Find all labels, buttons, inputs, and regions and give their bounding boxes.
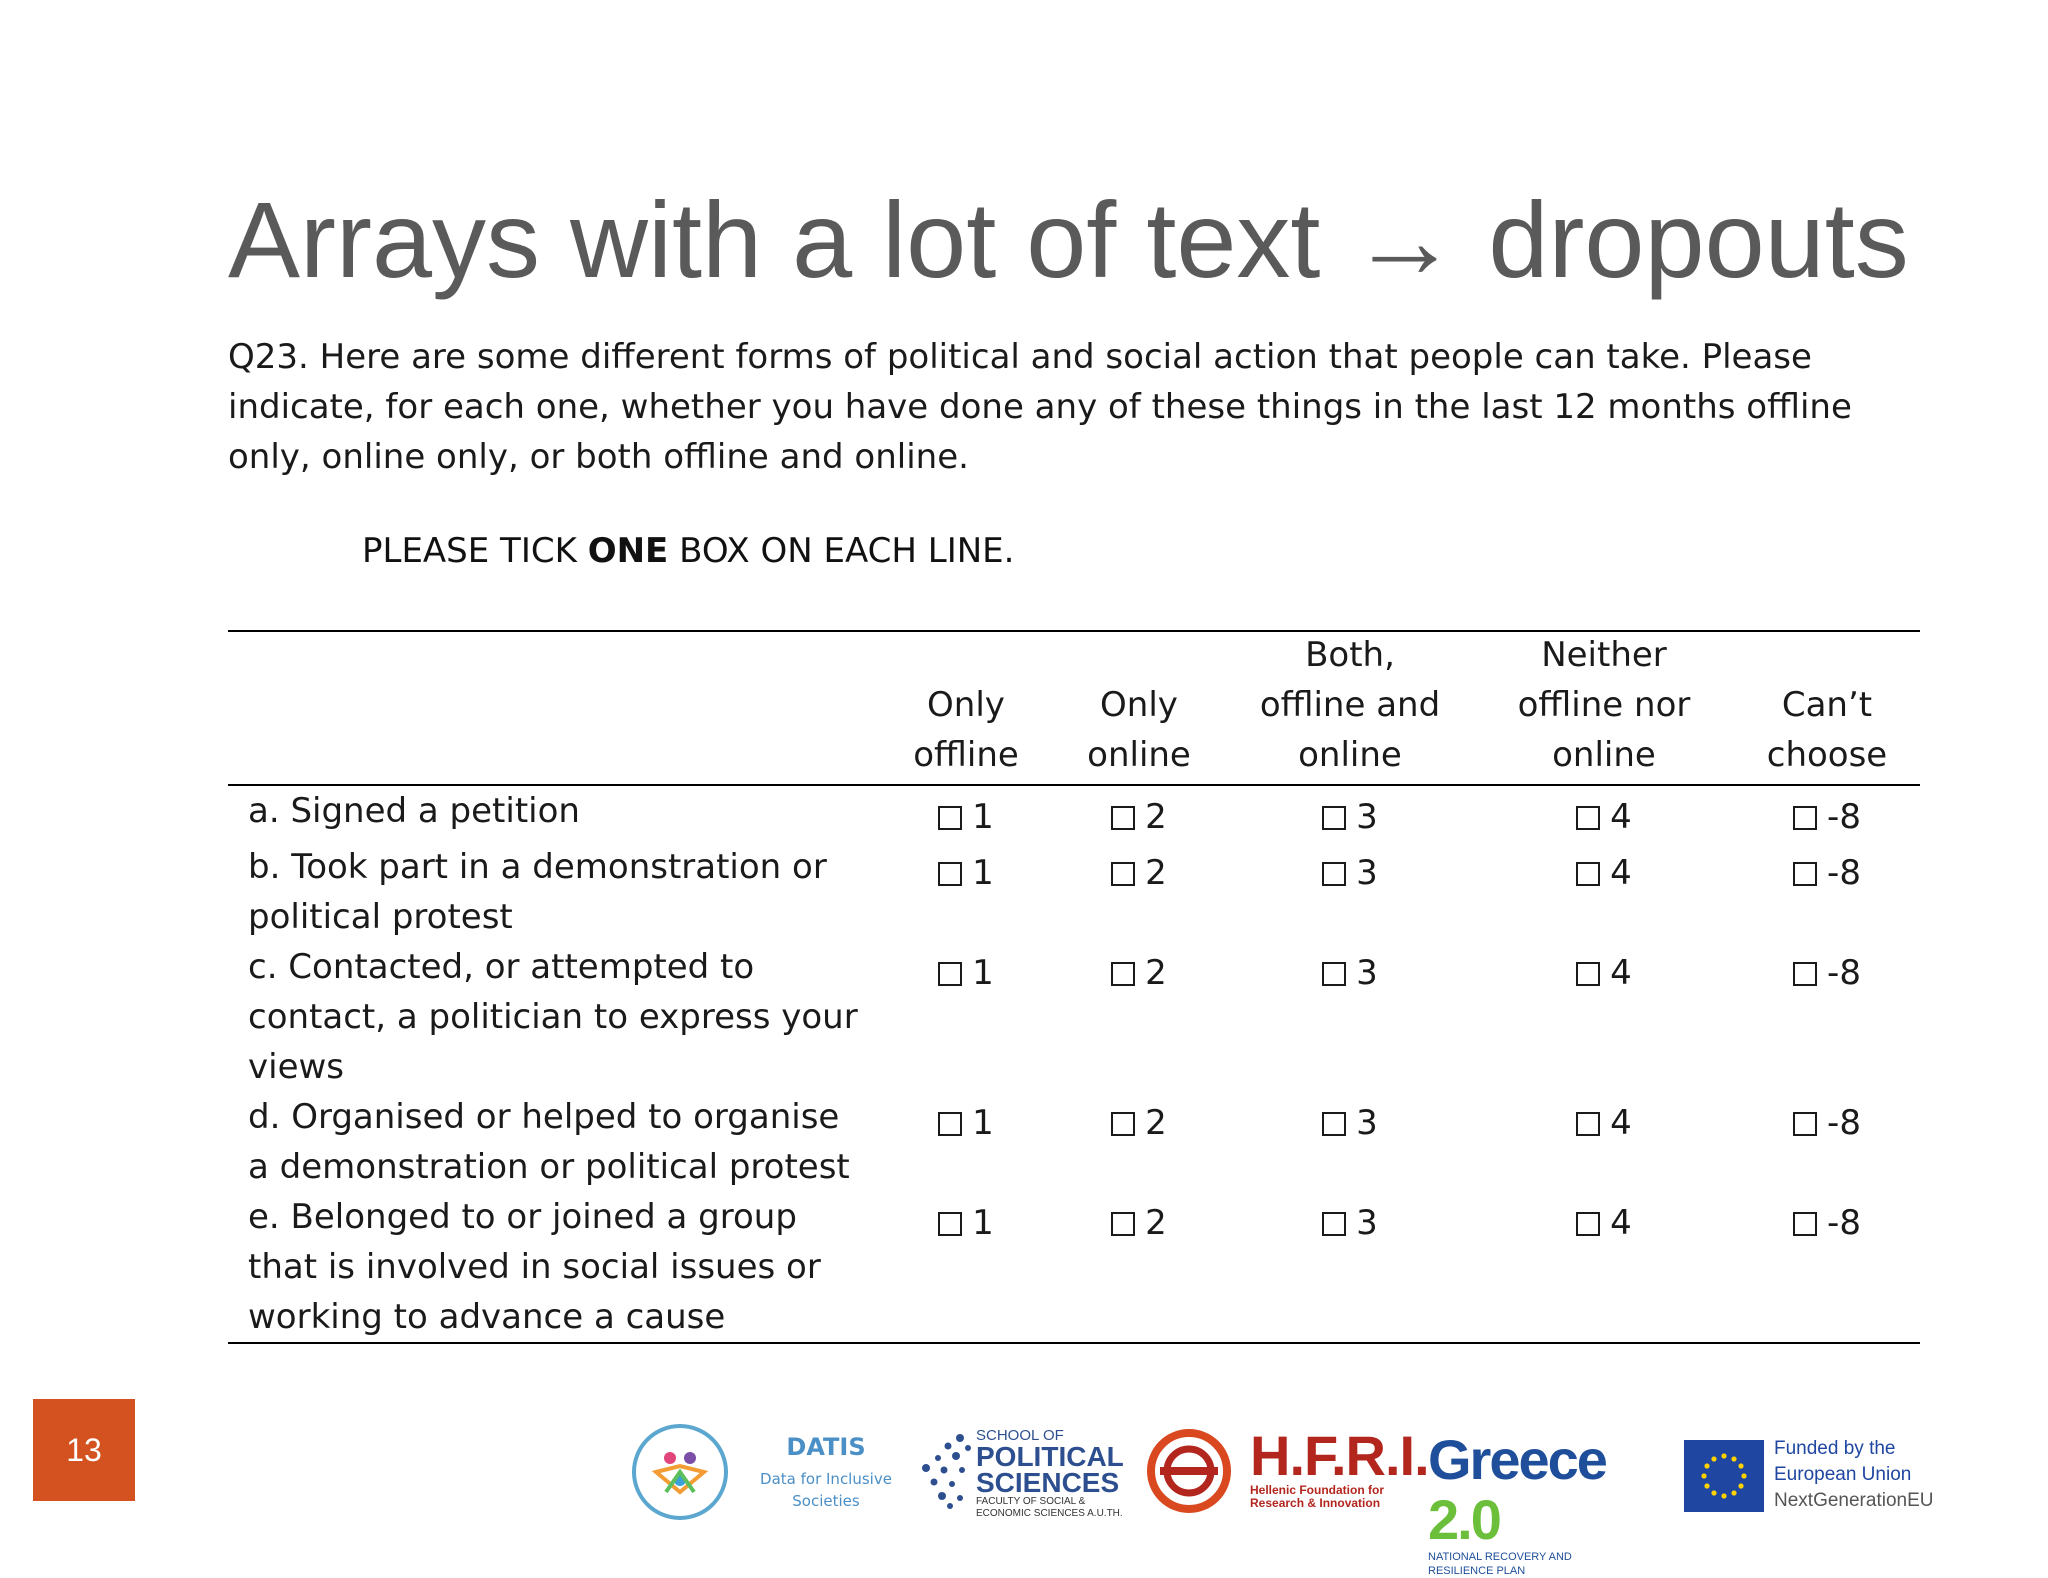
response-option[interactable]: [938, 1198, 994, 1248]
response-option[interactable]: [1793, 848, 1861, 898]
response-option[interactable]: [938, 848, 994, 898]
pol-line-1: SCHOOL OF: [976, 1427, 1064, 1444]
checkbox-icon[interactable]: [1576, 962, 1600, 986]
response-code: 3: [1356, 953, 1378, 993]
hfri-name: H.F.R.I.: [1250, 1424, 1429, 1487]
greece-name: [1428, 1430, 1606, 1550]
response-option[interactable]: [938, 1098, 994, 1148]
hfri-line-2: Research & Innovation: [1250, 1496, 1381, 1510]
response-code: -8: [1827, 853, 1861, 893]
response-code: 2: [1145, 853, 1167, 893]
instruction-before: PLEASE TICK: [362, 531, 588, 571]
response-code: 4: [1610, 853, 1632, 893]
column-header-label: Neither offline nor online: [1517, 635, 1691, 775]
response-code: 3: [1356, 797, 1378, 837]
political-sciences-logo-text: [976, 1428, 1124, 1520]
response-option[interactable]: [1322, 848, 1378, 898]
datis-logo-icon: [632, 1424, 728, 1520]
response-option[interactable]: [1576, 948, 1632, 998]
checkbox-icon[interactable]: [1111, 962, 1135, 986]
option-cell: [1052, 1192, 1226, 1342]
eu-line-1: Funded by the: [1774, 1438, 1896, 1459]
option-cell: [880, 1092, 1052, 1192]
row-label: e. Belonged to or joined a group that is involved in social issues or working to advance a cause: [248, 1197, 821, 1337]
option-cell: [1052, 786, 1226, 842]
response-code: -8: [1827, 953, 1861, 993]
response-code: -8: [1827, 797, 1861, 837]
datis-tagline: Societies: [792, 1492, 860, 1510]
row-label: d. Organised or helped to organise a demonstration or political protest: [248, 1097, 850, 1187]
response-option[interactable]: [1576, 792, 1632, 842]
option-cell: [1052, 1092, 1226, 1192]
pol-line-5: ECONOMIC SCIENCES A.U.TH.: [976, 1508, 1123, 1519]
response-grid: [228, 630, 1920, 1344]
response-option[interactable]: [1111, 948, 1167, 998]
instruction-after: BOX ON EACH LINE.: [668, 531, 1015, 571]
response-option[interactable]: [1322, 948, 1378, 998]
column-header-cant-choose: [1734, 632, 1920, 784]
grid-body: [228, 786, 1920, 1342]
question-text: Q23. Here are some different forms of political and social action that people can take. Please indicate, for each one, whether you have done any of these things in the last 12 months offline only, online only, or both offline and online.: [228, 337, 1852, 477]
checkbox-icon[interactable]: [1793, 1112, 1817, 1136]
table-row: [228, 842, 1920, 942]
option-cell: [1226, 842, 1474, 942]
response-code: 4: [1610, 797, 1632, 837]
checkbox-icon[interactable]: [1322, 962, 1346, 986]
checkbox-icon[interactable]: [1111, 1212, 1135, 1236]
option-cell: [1226, 1092, 1474, 1192]
checkbox-icon[interactable]: [1111, 806, 1135, 830]
hfri-line-1: Hellenic Foundation for: [1250, 1483, 1384, 1497]
option-cell: [1226, 786, 1474, 842]
checkbox-icon[interactable]: [938, 806, 962, 830]
checkbox-icon[interactable]: [1793, 1212, 1817, 1236]
option-cell: [1734, 1092, 1920, 1192]
option-cell: [1052, 942, 1226, 1092]
response-option[interactable]: [1793, 792, 1861, 842]
checkbox-icon[interactable]: [938, 1212, 962, 1236]
response-option[interactable]: [1576, 1098, 1632, 1148]
column-header-label: Can’t choose: [1766, 685, 1888, 775]
checkbox-icon[interactable]: [1322, 862, 1346, 886]
row-label: b. Took part in a demonstration or political protest: [248, 847, 827, 937]
column-header-neither: [1474, 632, 1734, 784]
table-row: [228, 942, 1920, 1092]
checkbox-icon[interactable]: [1793, 806, 1817, 830]
grid-header: [228, 632, 1920, 786]
response-code: 4: [1610, 1203, 1632, 1243]
eu-line-2: European Union: [1774, 1464, 1912, 1485]
eu-flag-icon: [1684, 1440, 1764, 1512]
pol-line-2: POLITICAL: [976, 1441, 1124, 1472]
checkbox-icon[interactable]: [1576, 862, 1600, 886]
slide-title: Arrays with a lot of text → dropouts: [228, 179, 1909, 300]
response-option[interactable]: [1576, 1198, 1632, 1248]
datis-tagline: Data for Inclusive: [760, 1470, 892, 1488]
response-code: 1: [972, 1103, 994, 1143]
checkbox-icon[interactable]: [1111, 1112, 1135, 1136]
response-code: 2: [1145, 797, 1167, 837]
checkbox-icon[interactable]: [1576, 1112, 1600, 1136]
checkbox-icon[interactable]: [938, 962, 962, 986]
checkbox-icon[interactable]: [1793, 862, 1817, 886]
header-blank: [228, 632, 880, 784]
response-option[interactable]: [1322, 1098, 1378, 1148]
pol-line-3: SCIENCES: [976, 1467, 1120, 1498]
response-option[interactable]: [1793, 948, 1861, 998]
eu-line-3: NextGenerationEU: [1774, 1490, 1934, 1511]
response-option[interactable]: [938, 792, 994, 842]
response-option[interactable]: [1576, 848, 1632, 898]
response-option[interactable]: [1793, 1098, 1861, 1148]
option-cell: [1226, 1192, 1474, 1342]
response-code: 4: [1610, 953, 1632, 993]
greece-name-2: 2.0: [1428, 1488, 1500, 1551]
option-cell: [880, 842, 1052, 942]
page-number: 13: [33, 1399, 135, 1501]
hfri-logo-text: [1250, 1424, 1429, 1510]
response-option[interactable]: [1111, 1198, 1167, 1248]
checkbox-icon[interactable]: [938, 1112, 962, 1136]
column-header-only-online: [1052, 632, 1226, 784]
response-code: 1: [972, 797, 994, 837]
response-option[interactable]: [1322, 1198, 1378, 1248]
option-cell: [1734, 942, 1920, 1092]
hfri-emblem-icon: [1146, 1428, 1232, 1514]
datis-logo-text: [744, 1432, 908, 1512]
column-header-both: [1226, 632, 1474, 784]
greece-2-logo: [1428, 1430, 1606, 1578]
column-header-label: Both, offline and online: [1259, 635, 1441, 775]
option-cell: [1474, 942, 1734, 1092]
response-code: 3: [1356, 853, 1378, 893]
table-row: [228, 786, 1920, 842]
option-cell: [1734, 786, 1920, 842]
checkbox-icon[interactable]: [1322, 1212, 1346, 1236]
greece-name-1: Greece: [1428, 1428, 1606, 1491]
response-option[interactable]: [1111, 1098, 1167, 1148]
response-code: 1: [972, 1203, 994, 1243]
pol-line-4: FACULTY OF SOCIAL &: [976, 1496, 1086, 1507]
response-code: 2: [1145, 1203, 1167, 1243]
response-code: 3: [1356, 1203, 1378, 1243]
row-label: c. Contacted, or attempted to contact, a politician to express your views: [248, 947, 858, 1087]
checkbox-icon[interactable]: [1576, 1212, 1600, 1236]
option-cell: [1226, 942, 1474, 1092]
eu-funding-text: [1774, 1436, 1933, 1514]
response-option[interactable]: [1111, 848, 1167, 898]
option-cell: [1052, 842, 1226, 942]
option-cell: [1474, 1192, 1734, 1342]
row-label: a. Signed a petition: [248, 791, 580, 831]
response-option[interactable]: [1322, 792, 1378, 842]
option-cell: [880, 942, 1052, 1092]
response-code: 4: [1610, 1103, 1632, 1143]
checkbox-icon[interactable]: [1576, 806, 1600, 830]
response-option[interactable]: [1111, 792, 1167, 842]
checkbox-icon[interactable]: [1322, 806, 1346, 830]
response-option[interactable]: [1793, 1198, 1861, 1248]
option-cell: [1474, 842, 1734, 942]
option-cell: [1474, 786, 1734, 842]
option-cell: [1474, 1092, 1734, 1192]
response-code: 3: [1356, 1103, 1378, 1143]
greece-tagline: NATIONAL RECOVERY AND RESILIENCE PLAN: [1428, 1551, 1572, 1577]
option-cell: [1734, 1192, 1920, 1342]
column-header-only-offline: [880, 632, 1052, 784]
instruction-emphasis: ONE: [587, 531, 669, 571]
response-code: 1: [972, 953, 994, 993]
checkbox-icon[interactable]: [938, 862, 962, 886]
response-option[interactable]: [938, 948, 994, 998]
response-code: -8: [1827, 1103, 1861, 1143]
response-code: 2: [1145, 1103, 1167, 1143]
checkbox-icon[interactable]: [1322, 1112, 1346, 1136]
option-cell: [880, 786, 1052, 842]
column-header-label: Only offline: [913, 685, 1019, 775]
option-cell: [880, 1192, 1052, 1342]
column-header-label: Only online: [1087, 685, 1191, 775]
checkbox-icon[interactable]: [1111, 862, 1135, 886]
response-code: 2: [1145, 953, 1167, 993]
table-row: [228, 1192, 1920, 1342]
political-sciences-dots-icon: [920, 1432, 974, 1510]
checkbox-icon[interactable]: [1793, 962, 1817, 986]
response-code: -8: [1827, 1203, 1861, 1243]
instruction-text: [362, 526, 1014, 576]
table-row: [228, 1092, 1920, 1192]
option-cell: [1734, 842, 1920, 942]
datis-name: DATIS: [786, 1433, 866, 1461]
response-code: 1: [972, 853, 994, 893]
